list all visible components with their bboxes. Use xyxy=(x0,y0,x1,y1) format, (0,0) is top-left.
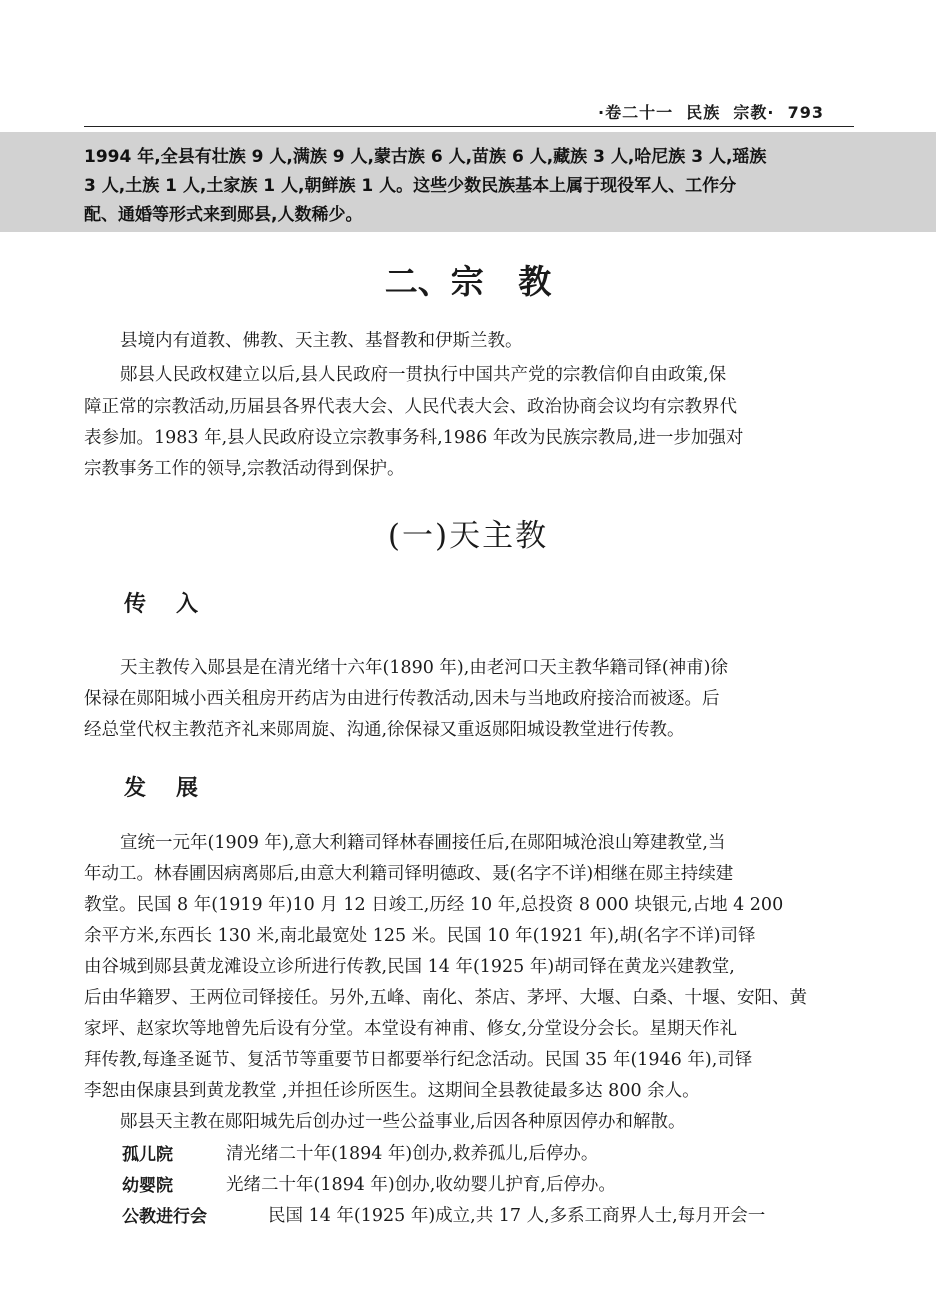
charity-text: 清光绪二十年(1894 年)创办,救养孤儿,后停办。 xyxy=(226,1144,599,1164)
paragraph-line: 拜传教,每逢圣诞节、复活节等重要节日都要举行纪念活动。民国 35 年(1946 年),司铎 xyxy=(84,1050,753,1070)
paragraph-line: 家坪、赵家坎等地曾先后设有分堂。本堂设有神甫、修女,分堂设分会长。星期天作礼 xyxy=(84,1019,738,1039)
running-header xyxy=(84,96,854,127)
paragraph-line: 郧县人民政权建立以后,县人民政府一贯执行中国共产党的宗教信仰自由政策,保 xyxy=(120,365,727,385)
paragraph-line: 保禄在郧阳城小西关租房开药店为由进行传教活动,因未与当地政府接洽而被逐。后 xyxy=(84,689,720,709)
paragraph-line: 配、通婚等形式来到郧县,人数稀少。 xyxy=(84,205,363,225)
page-number: 793 xyxy=(787,103,824,122)
charity-label: 孤儿院 xyxy=(122,1145,173,1165)
paragraph-line: 年动工。林春圃因病离郧后,由意大利籍司铎明德政、聂(名字不详)相继在郧主持续建 xyxy=(84,864,734,884)
charity-text: 光绪二十年(1894 年)创办,收幼婴儿护育,后停办。 xyxy=(226,1175,616,1195)
subsection-title: (一)天主教 xyxy=(387,518,549,554)
paragraph-line: 后由华籍罗、王两位司铎接任。另外,五峰、南化、茶店、茅坪、大堰、白桑、十堰、安阳、黄 xyxy=(84,988,808,1008)
charity-label: 公教进行会 xyxy=(122,1207,207,1227)
paragraph-line: 表参加。1983 年,县人民政府设立宗教事务科,1986 年改为民族宗教局,进一步加强对 xyxy=(84,428,744,448)
paragraph-line: 天主教传入郧县是在清光绪十六年(1890 年),由老河口天主教华籍司铎(神甫)徐 xyxy=(120,658,728,678)
paragraph-line: 郧县天主教在郧阳城先后创办过一些公益事业,后因各种原因停办和解散。 xyxy=(120,1112,686,1132)
running-title: ·卷二十一 民族 宗教· 793 xyxy=(598,103,824,122)
charity-label: 幼婴院 xyxy=(122,1176,173,1196)
paragraph-line: 余平方米,东西长 130 米,南北最宽处 125 米。民国 10 年(1921 年),胡(名字不详)司铎 xyxy=(84,926,756,946)
section-title: 二、宗 教 xyxy=(384,262,552,301)
paragraph-line: 宣统一元年(1909 年),意大利籍司铎林春圃接任后,在郧阳城沧浪山筹建教堂,当 xyxy=(120,833,726,853)
charity-text: 民国 14 年(1925 年)成立,共 17 人,多系工商界人士,每月开会一 xyxy=(268,1206,766,1226)
paragraph-line: 县境内有道教、佛教、天主教、基督教和伊斯兰教。 xyxy=(120,331,523,351)
paragraph-line: 教堂。民国 8 年(1919 年)10 月 12 日竣工,历经 10 年,总投资 8 000 块银元,占地 4 200 xyxy=(84,895,784,915)
paragraph-line: 李恕由保康县到黄龙教堂 ,并担任诊所医生。这期间全县教徒最多达 800 余人。 xyxy=(84,1081,700,1101)
paragraph-line: 经总堂代权主教范齐礼来郧周旋、沟通,徐保禄又重返郧阳城设教堂进行传教。 xyxy=(84,720,685,740)
highlighted-paragraph xyxy=(0,132,936,232)
paragraph-line: 障正常的宗教活动,历届县各界代表大会、人民代表大会、政治协商会议均有宗教界代 xyxy=(84,397,738,417)
heading-introduction: 传入 xyxy=(124,591,229,617)
paragraph-line: 宗教事务工作的领导,宗教活动得到保护。 xyxy=(84,459,405,479)
paragraph-line: 由谷城到郧县黄龙滩设立诊所进行传教,民国 14 年(1925 年)胡司铎在黄龙兴建教堂, xyxy=(84,957,735,977)
paragraph-line: 1994 年,全县有壮族 9 人,满族 9 人,蒙古族 6 人,苗族 6 人,藏族 3 人,哈尼族 3 人,瑶族 xyxy=(84,147,767,167)
paragraph-line: 3 人,土族 1 人,土家族 1 人,朝鲜族 1 人。这些少数民族基本上属于现役军人、工作分 xyxy=(84,176,737,196)
heading-development: 发展 xyxy=(124,775,229,801)
